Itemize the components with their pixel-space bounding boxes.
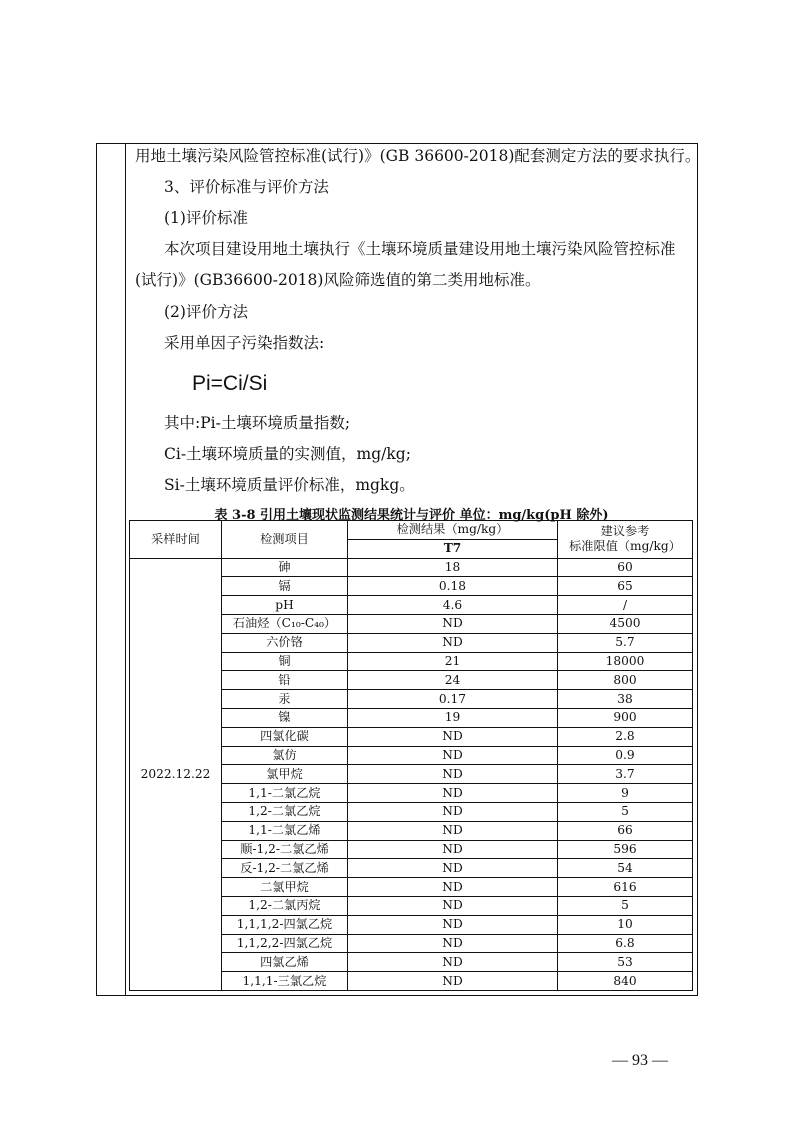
value-cell: ND <box>348 633 558 652</box>
limit-cell: 38 <box>558 690 693 709</box>
item-cell: 铜 <box>222 652 348 671</box>
header-reference-line2: 标准限值（mg/kg） <box>569 539 681 554</box>
value-cell: 4.6 <box>348 596 558 615</box>
value-cell: ND <box>348 802 558 821</box>
value-cell: ND <box>348 896 558 915</box>
header-item: 检测项目 <box>222 521 348 559</box>
item-cell: 四氯化碳 <box>222 727 348 746</box>
item-cell: 1,1,1-三氯乙烷 <box>222 972 348 991</box>
limit-cell: 53 <box>558 953 693 972</box>
definition-pi: 其中:Pi-土壤环境质量指数; <box>164 414 351 432</box>
limit-cell: 3.7 <box>558 765 693 784</box>
definition-si: Si-土壤环境质量评价标准，mgkg。 <box>164 476 415 494</box>
limit-cell: 60 <box>558 558 693 577</box>
item-cell: 二氯甲烷 <box>222 878 348 897</box>
limit-cell: 54 <box>558 859 693 878</box>
value-cell: ND <box>348 878 558 897</box>
value-cell: 21 <box>348 652 558 671</box>
limit-cell: 2.8 <box>558 727 693 746</box>
limit-cell: 5 <box>558 896 693 915</box>
sampling-date-cell: 2022.12.22 <box>130 558 222 990</box>
item-cell: 四氯乙烯 <box>222 953 348 972</box>
limit-cell: 900 <box>558 708 693 727</box>
page-number: — 93 — <box>612 1052 668 1069</box>
item-cell: 铅 <box>222 671 348 690</box>
header-reference <box>558 521 693 559</box>
limit-cell: 800 <box>558 671 693 690</box>
frame-left-column-divider <box>125 143 126 996</box>
limit-cell: 0.9 <box>558 746 693 765</box>
table-caption: 表 3-8 引用土壤现状监测结果统计与评价 单位：mg/kg(pH 除外) <box>214 508 609 523</box>
table-row <box>130 558 693 577</box>
item-cell: 1,1-二氯乙烷 <box>222 784 348 803</box>
value-cell: ND <box>348 784 558 803</box>
item-cell: 砷 <box>222 558 348 577</box>
value-cell: ND <box>348 859 558 878</box>
header-sampling-time: 采样时间 <box>130 521 222 559</box>
limit-cell: 616 <box>558 878 693 897</box>
header-reference-line1: 建议参考 <box>600 524 650 539</box>
limit-cell: 9 <box>558 784 693 803</box>
item-cell: 氯仿 <box>222 746 348 765</box>
paragraph-continuation: 用地土壤污染风险管控标准(试行)》(GB 36600-2018)配套测定方法的要求执行。 <box>135 147 701 165</box>
value-cell: 19 <box>348 708 558 727</box>
value-cell: 24 <box>348 671 558 690</box>
item-cell: 顺-1,2-二氯乙烯 <box>222 840 348 859</box>
value-cell: ND <box>348 934 558 953</box>
header-result: 检测结果（mg/kg） <box>348 521 558 540</box>
subheading-evaluation-standard: (1)评价标准 <box>164 209 248 227</box>
item-cell: 镉 <box>222 577 348 596</box>
value-cell: ND <box>348 953 558 972</box>
value-cell: ND <box>348 840 558 859</box>
paragraph-standard-line1: 本次项目建设用地土壤执行《土壤环境质量建设用地土壤污染风险管控标准 <box>164 240 676 258</box>
item-cell: 六价铬 <box>222 633 348 652</box>
definition-ci: Ci-土壤环境质量的实测值，mg/kg; <box>164 445 411 463</box>
value-cell: ND <box>348 746 558 765</box>
header-point: T7 <box>348 539 558 558</box>
item-cell: 汞 <box>222 690 348 709</box>
limit-cell: 840 <box>558 972 693 991</box>
paragraph-method: 采用单因子污染指数法: <box>164 334 325 352</box>
item-cell: 反-1,2-二氯乙烯 <box>222 859 348 878</box>
value-cell: ND <box>348 727 558 746</box>
value-cell: ND <box>348 972 558 991</box>
limit-cell: 4500 <box>558 614 693 633</box>
limit-cell: 18000 <box>558 652 693 671</box>
section-heading-evaluation: 3、评价标准与评价方法 <box>164 178 329 196</box>
value-cell: 0.18 <box>348 577 558 596</box>
paragraph-standard-line2: (试行)》(GB36600-2018)风险筛选值的第二类用地标准。 <box>135 271 541 289</box>
limit-cell: / <box>558 596 693 615</box>
table-body <box>130 558 693 990</box>
item-cell: 1,1-二氯乙烯 <box>222 821 348 840</box>
limit-cell: 6.8 <box>558 934 693 953</box>
limit-cell: 5 <box>558 802 693 821</box>
item-cell: 石油烃（C₁₀-C₄₀） <box>222 614 348 633</box>
item-cell: 1,1,1,2-四氯乙烷 <box>222 915 348 934</box>
value-cell: 18 <box>348 558 558 577</box>
value-cell: ND <box>348 915 558 934</box>
item-cell: pH <box>222 596 348 615</box>
value-cell: ND <box>348 614 558 633</box>
value-cell: ND <box>348 765 558 784</box>
item-cell: 1,2-二氯丙烷 <box>222 896 348 915</box>
subheading-evaluation-method: (2)评价方法 <box>164 303 248 321</box>
item-cell: 镍 <box>222 708 348 727</box>
item-cell: 1,1,2,2-四氯乙烷 <box>222 934 348 953</box>
limit-cell: 65 <box>558 577 693 596</box>
item-cell: 1,2-二氯乙烷 <box>222 802 348 821</box>
monitoring-table <box>129 520 693 991</box>
limit-cell: 10 <box>558 915 693 934</box>
value-cell: ND <box>348 821 558 840</box>
formula: Pi=Ci/Si <box>192 372 268 395</box>
item-cell: 氯甲烷 <box>222 765 348 784</box>
limit-cell: 5.7 <box>558 633 693 652</box>
value-cell: 0.17 <box>348 690 558 709</box>
limit-cell: 596 <box>558 840 693 859</box>
limit-cell: 66 <box>558 821 693 840</box>
